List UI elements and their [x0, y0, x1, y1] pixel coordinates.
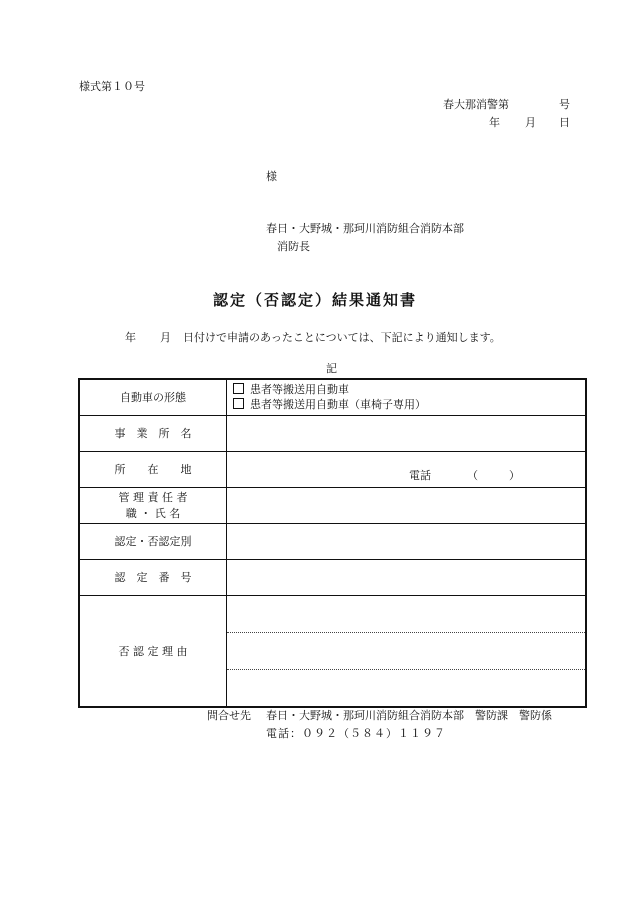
- doc-number-prefix: 春大那消警第: [443, 98, 509, 111]
- sender-organization: 春日・大野城・那珂川消防組合消防本部: [266, 222, 464, 235]
- phone-paren-close: ）: [509, 468, 520, 482]
- office-name-field[interactable]: [227, 415, 587, 451]
- rejection-reason-lines: [227, 596, 585, 706]
- manager-label: [79, 487, 227, 523]
- approval-number-field[interactable]: [227, 559, 587, 595]
- vehicle-option[interactable]: 患者等搬送用自動車: [227, 382, 585, 397]
- contact-phone: 電話：０９２（５８４）１１９７: [266, 727, 446, 740]
- reason-line[interactable]: [227, 670, 585, 706]
- vehicle-option[interactable]: 患者等搬送用自動車（車椅子専用）: [227, 397, 585, 412]
- checkbox-icon[interactable]: [233, 383, 244, 394]
- location-label: 所 在 地: [79, 451, 227, 487]
- intro-year: 年: [125, 331, 136, 344]
- vehicle-type-label: 自動車の形態: [79, 379, 227, 415]
- addressee-suffix: 様: [266, 170, 277, 183]
- rejection-reason-field[interactable]: [227, 595, 587, 707]
- date-year: 年: [489, 116, 500, 129]
- approval-label: 認定・否認定別: [79, 523, 227, 559]
- intro-text: 日付けで申請のあったことについては、下記により通知します。: [183, 331, 501, 344]
- phone-label: 電話: [409, 468, 431, 482]
- intro-month: 月: [160, 331, 171, 344]
- manager-label-line-1: 管 理 責 任 者: [118, 491, 188, 504]
- date-month: 月: [525, 116, 536, 129]
- contact-label: 問合せ先: [207, 709, 251, 722]
- doc-number-suffix: 号: [559, 98, 570, 111]
- sender-title: 消防長: [277, 240, 310, 253]
- vehicle-type-options: [227, 379, 587, 415]
- manager-label-line-2: 職 ・ 氏 名: [125, 507, 181, 520]
- reason-line[interactable]: [227, 633, 585, 670]
- contact-organization: 春日・大野城・那珂川消防組合消防本部 警防課 警防係: [266, 709, 552, 722]
- form-number: 様式第１０号: [79, 80, 145, 93]
- location-field[interactable]: [227, 451, 587, 487]
- approval-field[interactable]: [227, 523, 587, 559]
- notification-table: [78, 378, 587, 708]
- checkbox-icon[interactable]: [233, 398, 244, 409]
- reason-line[interactable]: [227, 596, 585, 633]
- ki-label: 記: [326, 362, 337, 375]
- manager-field[interactable]: [227, 487, 587, 523]
- rejection-reason-label: 否 認 定 理 由: [79, 595, 227, 707]
- phone-paren-open: （: [467, 468, 478, 482]
- date-day: 日: [559, 116, 570, 129]
- approval-number-label: 認 定 番 号: [79, 559, 227, 595]
- document-title: 認定（否認定）結果通知書: [212, 291, 417, 309]
- office-name-label: 事 業 所 名: [79, 415, 227, 451]
